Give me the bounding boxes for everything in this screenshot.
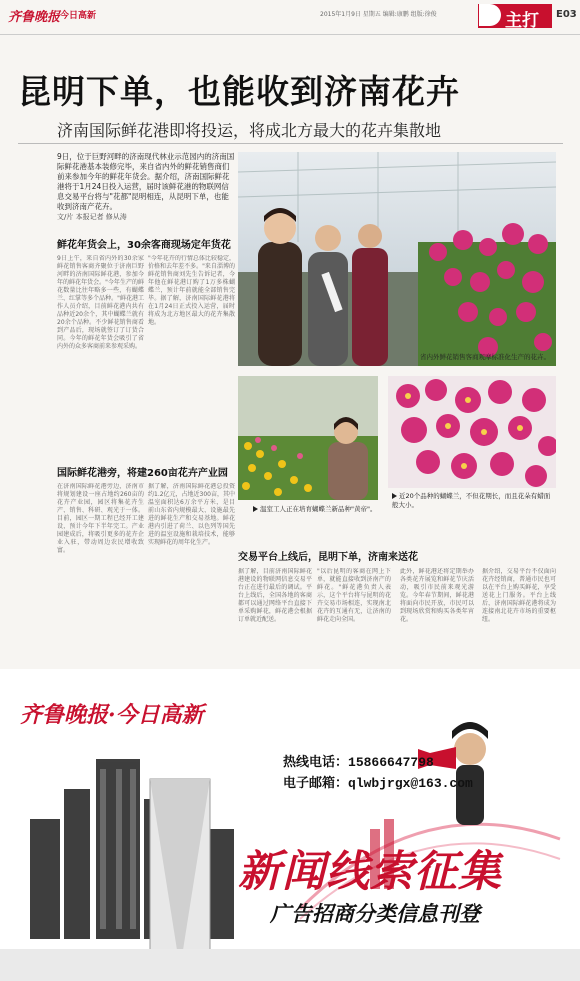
body-column: "今年花卉的行情总体比较稳定，价格和去年差不多。"来自淄博的鲜花销售商刘先生告诉记者，今年他在鲜花港订购了1万多株蝴蝶兰，预计年前就能全部销售完毕。据了解，济南国际鲜花港将在1月24日正式投入运营，届时将成为北方地区最大的花卉集散地。 xyxy=(148,255,235,326)
section-title-1: 鲜花年货会上，30余客商现场定年货花 xyxy=(57,240,231,251)
photo-caption: 省内外鲜花销售客商观摩标准化生产的花卉。 xyxy=(420,353,550,361)
hotline-label: 热线电话： xyxy=(283,755,349,770)
section-tab-icon xyxy=(479,4,501,26)
email-label: 电子邮箱： xyxy=(283,776,349,791)
body-column: 9日上午，来自省内外的30余家鲜花销售客商齐聚位于济南巨野河畔的济南国际鲜花港，参加今年的鲜花年货会。"今年生产的鲜花数量比往年略多一些，有蝴蝶兰、红掌等多个品种。"鲜花港工作人员介绍，目前鲜花港内共有品种近20余个，其中蝴蝶兰就有20余个品种。不少鲜花销售商看到产品后，现场就签订了订货合同。今年的鲜花年货会吸引了省内外的众多客商前来参观采购。 xyxy=(57,255,144,350)
section-name: 主打 xyxy=(505,11,539,31)
newspaper-brand: 齐鲁晚报 xyxy=(8,10,61,25)
article-subhead: 济南国际鲜花港即将投运，将成北方最大的花卉集散地 xyxy=(57,121,442,140)
photo-caption: 温室工人正在培育蝴蝶兰新品种"黄帝"。 xyxy=(253,505,383,514)
worker-photo xyxy=(238,376,378,500)
hotline-number: 15866647798 xyxy=(348,755,434,770)
subhead-divider xyxy=(18,143,563,144)
byline: 文/片 本报记者 修从涛 xyxy=(57,213,127,221)
edition-name: 今日高新 xyxy=(60,11,97,21)
ad-logo: 齐鲁晚报·今日高新 xyxy=(20,702,204,728)
body-column: 据了解，济南国际鲜花港总投资约1.2亿元，占地近300亩，其中温室面积达6万余平方米，是目前山东省内规模最大、设施最先进的鲜花生产和交易基地。鲜花港内引进了荷兰、以色列等国先进的温室设施和栽培技术，能够实现鲜花的周年化生产。 xyxy=(148,483,235,546)
ad-subline: 广告招商分类信息刊登 xyxy=(270,902,480,926)
caption-arrow-icon xyxy=(392,493,397,499)
dateline: 2015年1月9日 星期五 编辑:康鹏 组版:徐俊 xyxy=(320,11,437,18)
article-lead: 9日，位于巨野河畔的济南现代林业示范园内的济南国际鲜花港基本装修完毕，来自省内外的鲜花销售商们前来参加今年的鲜花年货会。据介绍，济南国际鲜花港将于1月24日投入运营，届时该鲜花港的物联网信息交易平台将与"花都"昆明相连，从昆明下单，也能收到济南产花卉。 xyxy=(57,152,235,211)
section-title-2: 国际鲜花港旁，将建260亩花卉产业园 xyxy=(57,468,228,479)
body-column: "以后昆明的客商在网上下单，就能直接收到济南产的鲜花。"鲜花港负责人表示，这个平台将与昆明的花卉交易市场相连，实现南北花卉的互通有无，让济南的鲜花走向全国。 xyxy=(317,568,391,623)
page-number: E03 xyxy=(556,9,577,20)
email-address: qlwbjrgx@163.com xyxy=(348,776,473,791)
ad-headline: 新闻线索征集 xyxy=(238,847,502,897)
header-divider xyxy=(0,34,580,35)
body-column: 在济南国际鲜花港旁边，济南市将规划建设一座占地约260亩的花卉产业园，园区将集花卉生产、销售、科研、观光于一体。目前，园区一期工程已经开工建设，预计今年下半年完工。产业园建成后，将吸引更多的花卉企业入驻，带动周边农民增收致富。 xyxy=(57,483,144,554)
photo-caption: 近20个品种的蝴蝶兰，不但花期长，而且花朵有蜡面般大小。 xyxy=(392,492,551,509)
article-headline: 昆明下单，也能收到济南花卉 xyxy=(18,72,460,111)
section-title-3: 交易平台上线后，昆明下单，济南来送花 xyxy=(238,552,418,563)
body-column: 据了解，目前济南国际鲜花港建设的物联网信息交易平台正在进行最后的调试。平台上线后，全国各地的客商都可以通过网络平台直接下单采购鲜花，鲜花港会根据订单就近配送。 xyxy=(238,568,312,623)
greenhouse-photo xyxy=(238,152,556,366)
body-column: 此外，鲜花港还将定期举办各类花卉展览和鲜花节庆活动，吸引市民前来观光游览。今年春节期间，鲜花港将面向市民开放，市民可以到现场欣赏和购买各类年宵花。 xyxy=(400,568,474,623)
ad-contact xyxy=(283,752,473,794)
orchid-photo xyxy=(388,376,556,488)
caption-arrow-icon xyxy=(253,506,258,512)
body-column: 据介绍，交易平台不仅面向花卉经销商，普通市民也可以在平台上购买鲜花，享受送花上门服务。平台上线后，济南国际鲜花港将成为连接南北花卉市场的重要枢纽。 xyxy=(482,568,556,623)
